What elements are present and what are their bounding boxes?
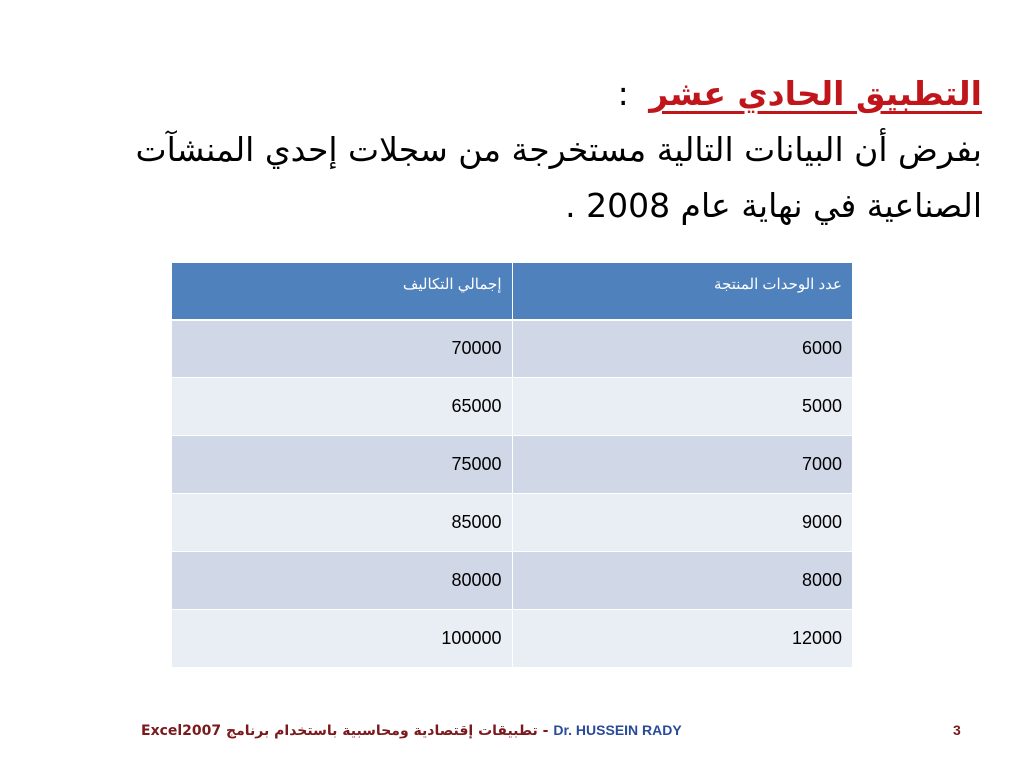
slide-heading bbox=[52, 66, 982, 234]
table-header-row bbox=[172, 263, 853, 320]
cell-units: 12000 bbox=[512, 610, 853, 668]
cell-units: 8000 bbox=[512, 552, 853, 610]
footer-course-text: تطبيقات إقتصادية ومحاسبية باستخدام برنامج bbox=[226, 723, 538, 739]
table-row bbox=[172, 436, 853, 494]
cell-costs: 75000 bbox=[172, 436, 513, 494]
table-row bbox=[172, 610, 853, 668]
footer-program: Excel2007 bbox=[141, 723, 222, 739]
description-line-1: بفرض أن البيانات التالية مستخرجة من سجلات إحدي المنشآت bbox=[135, 130, 982, 169]
slide-title: التطبيق الحادي عشر bbox=[649, 74, 982, 113]
page-number: 3 bbox=[953, 722, 961, 738]
description-line-2: الصناعية في نهاية عام 2008 . bbox=[565, 186, 982, 225]
cell-costs: 80000 bbox=[172, 552, 513, 610]
footer-separator: - bbox=[542, 723, 549, 739]
table-row bbox=[172, 494, 853, 552]
data-table bbox=[171, 262, 853, 668]
cell-costs: 85000 bbox=[172, 494, 513, 552]
footer-author: Dr. HUSSEIN RADY bbox=[553, 722, 682, 738]
title-colon: : bbox=[617, 74, 629, 113]
header-units-produced: عدد الوحدات المنتجة bbox=[512, 263, 853, 320]
slide-footer bbox=[0, 722, 1024, 746]
title-line bbox=[52, 66, 982, 122]
cell-costs: 100000 bbox=[172, 610, 513, 668]
cell-units: 5000 bbox=[512, 378, 853, 436]
header-total-costs: إجمالي التكاليف bbox=[172, 263, 513, 320]
footer-caption bbox=[141, 722, 682, 739]
cell-costs: 65000 bbox=[172, 378, 513, 436]
cell-costs: 70000 bbox=[172, 320, 513, 378]
cell-units: 6000 bbox=[512, 320, 853, 378]
cell-units: 9000 bbox=[512, 494, 853, 552]
table-row bbox=[172, 552, 853, 610]
table-row bbox=[172, 378, 853, 436]
table-row bbox=[172, 320, 853, 378]
cell-units: 7000 bbox=[512, 436, 853, 494]
